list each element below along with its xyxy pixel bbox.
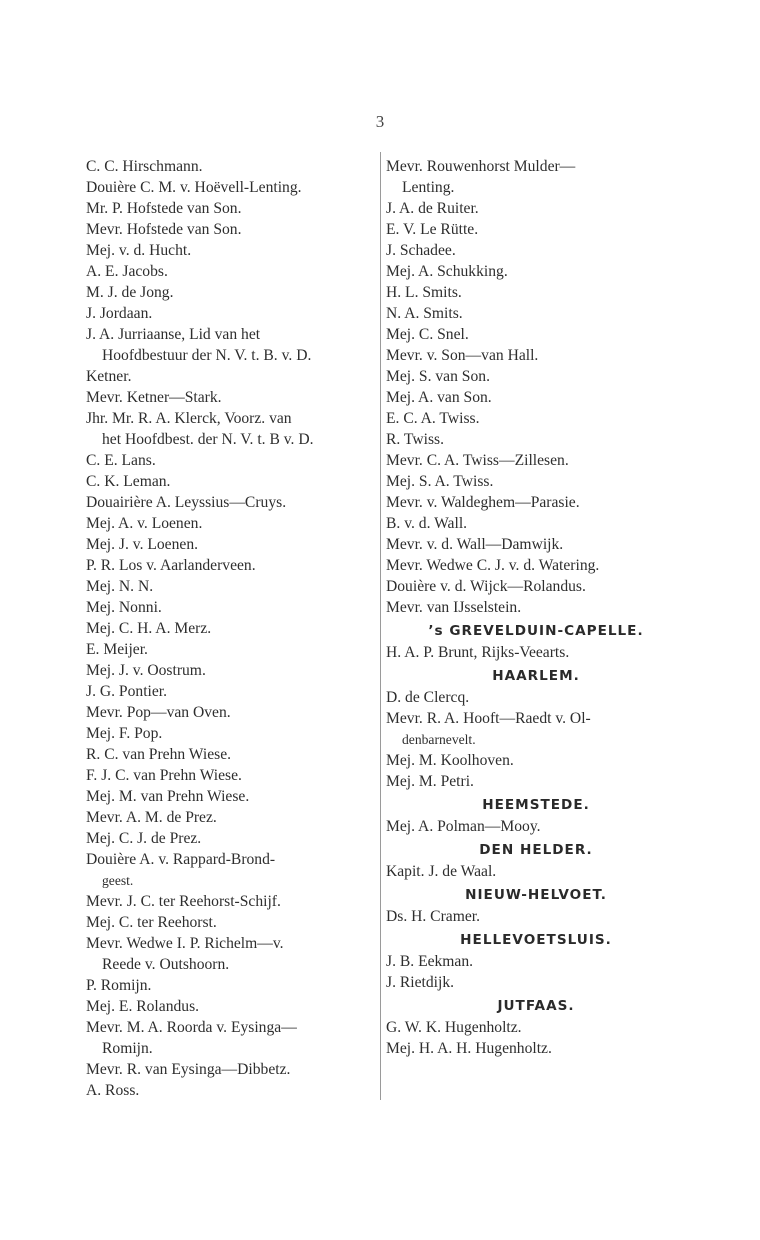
- name-entry: Mevr. Wedwe I. P. Richelm—v.: [86, 935, 284, 952]
- name-entry-continuation: Romijn.: [102, 1040, 153, 1057]
- name-entry: F. J. C. van Prehn Wiese.: [86, 767, 242, 784]
- name-entry-continuation: Hoofdbestuur der N. V. t. B. v. D.: [102, 347, 312, 364]
- name-entry: Mej. A. Schukking.: [386, 263, 508, 280]
- page-number: 3: [375, 112, 385, 131]
- name-entry: Mej. C. J. de Prez.: [86, 830, 202, 847]
- name-entry: Mej. J. v. Loenen.: [86, 536, 199, 553]
- name-entry: B. v. d. Wall.: [386, 515, 468, 532]
- name-entry: A. E. Jacobs.: [86, 263, 168, 280]
- name-entry: Mej. C. Snel.: [386, 326, 469, 343]
- name-entry: Kapit. J. de Waal.: [386, 863, 497, 880]
- right-column: [386, 156, 686, 1059]
- name-entry: D. de Clercq.: [386, 689, 470, 706]
- name-entry: Mr. P. Hofstede van Son.: [86, 200, 242, 217]
- name-entry: Mej. C. ter Reehorst.: [86, 914, 217, 931]
- name-entry: Mej. C. H. A. Merz.: [86, 620, 212, 637]
- name-entry: H. A. P. Brunt, Rijks-Veearts.: [386, 644, 570, 661]
- section-heading: HAARLEM.: [492, 668, 580, 684]
- name-entry: Mej. A. Polman—Mooy.: [386, 818, 541, 835]
- name-entry: Douière C. M. v. Hoëvell-Lenting.: [86, 179, 302, 196]
- name-entry: R. C. van Prehn Wiese.: [86, 746, 232, 763]
- section-heading: HEEMSTEDE.: [482, 797, 590, 813]
- name-entry: Mevr. C. A. Twiss—Zillesen.: [386, 452, 569, 469]
- name-entry: Mevr. J. C. ter Reehorst-Schijf.: [86, 893, 281, 910]
- name-entry: P. R. Los v. Aarlanderveen.: [86, 557, 256, 574]
- name-entry: P. Romijn.: [86, 977, 152, 994]
- name-entry: J. B. Eekman.: [386, 953, 474, 970]
- name-entry: M. J. de Jong.: [86, 284, 174, 301]
- name-entry: Douairière A. Leyssius—Cruys.: [86, 494, 287, 511]
- name-entry-continuation: Reede v. Outshoorn.: [102, 956, 230, 973]
- name-entry: Douière v. d. Wijck—Rolandus.: [386, 578, 586, 595]
- name-entry: Mevr. R. van Eysinga—Dibbetz.: [86, 1061, 291, 1078]
- name-entry: Mej. S. A. Twiss.: [386, 473, 494, 490]
- name-entry: Ds. H. Cramer.: [386, 908, 480, 925]
- name-entry: Mej. S. van Son.: [386, 368, 490, 385]
- name-entry: J. Rietdijk.: [386, 974, 455, 991]
- name-entry: E. V. Le Rütte.: [386, 221, 479, 238]
- name-entry: Mevr. M. A. Roorda v. Eysinga—: [86, 1019, 297, 1036]
- name-entry: Mej. N. N.: [86, 578, 154, 595]
- name-entry: Mej. J. v. Oostrum.: [86, 662, 206, 679]
- name-entry: Mevr. Pop—van Oven.: [86, 704, 231, 721]
- name-entry: Mej. H. A. H. Hugenholtz.: [386, 1040, 552, 1057]
- name-entry: Mej. A. v. Loenen.: [86, 515, 203, 532]
- section-heading: DEN HELDER.: [479, 842, 593, 858]
- name-entry: Mej. M. Petri.: [386, 773, 474, 790]
- name-entry: Mej. F. Pop.: [86, 725, 163, 742]
- name-entry-continuation: het Hoofdbest. der N. V. t. B v. D.: [102, 431, 314, 448]
- name-entry: N. A. Smits.: [386, 305, 463, 322]
- name-entry: R. Twiss.: [386, 431, 444, 448]
- name-entry: Mevr. A. M. de Prez.: [86, 809, 217, 826]
- name-entry: J. G. Pontier.: [86, 683, 168, 700]
- name-entry: C. E. Lans.: [86, 452, 156, 469]
- name-entry: Mevr. van IJsselstein.: [386, 599, 522, 616]
- name-entry: E. Meijer.: [86, 641, 148, 658]
- name-entry: Mevr. Rouwenhorst Mulder—: [386, 158, 576, 175]
- name-entry: J. A. de Ruiter.: [386, 200, 479, 217]
- left-column: [86, 156, 376, 1101]
- section-heading: NIEUW-HELVOET.: [465, 887, 607, 903]
- name-entry: J. Jordaan.: [86, 305, 153, 322]
- name-entry: A. Ross.: [86, 1082, 140, 1099]
- name-entry: J. Schadee.: [386, 242, 456, 259]
- section-heading: HELLEVOETSLUIS.: [460, 932, 612, 948]
- column-divider: [380, 152, 381, 1100]
- name-entry: Mej. v. d. Hucht.: [86, 242, 192, 259]
- name-entry: Mej. A. van Son.: [386, 389, 492, 406]
- name-entry: Mevr. Ketner—Stark.: [86, 389, 222, 406]
- name-entry: Jhr. Mr. R. A. Klerck, Voorz. van: [86, 410, 292, 427]
- name-entry-continuation: geest.: [102, 873, 134, 888]
- name-entry: Mevr. v. d. Wall—Damwijk.: [386, 536, 564, 553]
- name-entry: C. C. Hirschmann.: [86, 158, 203, 175]
- name-entry-continuation: denbarnevelt.: [402, 732, 476, 747]
- section-heading: JUTFAAS.: [497, 998, 575, 1014]
- name-entry-continuation: Lenting.: [402, 179, 455, 196]
- name-entry: Mej. M. Koolhoven.: [386, 752, 514, 769]
- name-entry: Mevr. v. Son—van Hall.: [386, 347, 539, 364]
- name-entry: C. K. Leman.: [86, 473, 171, 490]
- name-entry: Mej. M. van Prehn Wiese.: [86, 788, 250, 805]
- section-heading: ’s GREVELDUIN-CAPELLE.: [428, 623, 644, 639]
- name-entry: Douière A. v. Rappard-Brond-: [86, 851, 276, 868]
- name-entry: Mevr. Wedwe C. J. v. d. Watering.: [386, 557, 600, 574]
- name-entry: J. A. Jurriaanse, Lid van het: [86, 326, 261, 343]
- name-entry: H. L. Smits.: [386, 284, 462, 301]
- name-entry: Ketner.: [86, 368, 132, 385]
- name-entry: Mej. Nonni.: [86, 599, 162, 616]
- name-entry: Mevr. Hofstede van Son.: [86, 221, 242, 238]
- name-entry: E. C. A. Twiss.: [386, 410, 480, 427]
- name-entry: Mevr. v. Waldeghem—Parasie.: [386, 494, 580, 511]
- name-entry: Mej. E. Rolandus.: [86, 998, 200, 1015]
- name-entry: Mevr. R. A. Hooft—Raedt v. Ol-: [386, 710, 591, 727]
- name-entry: G. W. K. Hugenholtz.: [386, 1019, 522, 1036]
